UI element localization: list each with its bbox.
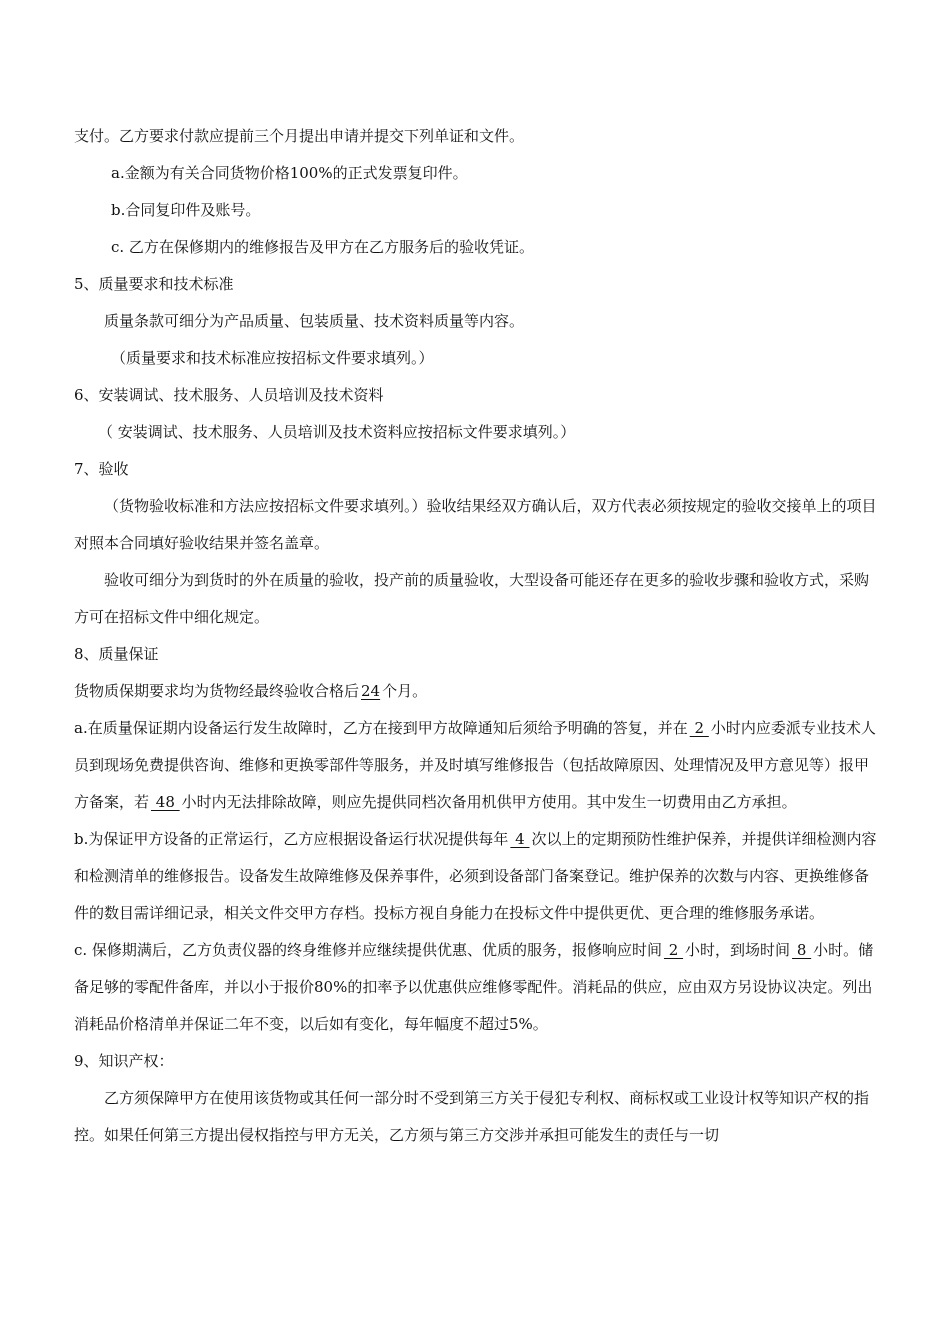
clause-a-text-2: 小时内应委派专业技术人员到现场免费提供咨询、维修和更换零部件等服务，并及时填写维修报告（包括故障原因、处理情况及甲方意见等）报甲方备案，若 — [74, 719, 876, 811]
maintenance-count: 4 — [510, 830, 530, 848]
install-note: （ 安装调试、技术服务、人员培训及技术资料应按招标文件要求填列。） — [98, 423, 576, 441]
section-5-heading: 5、质量要求和技术标准 — [74, 275, 234, 293]
repair-hours: 48 — [151, 793, 180, 811]
section-8-heading: 8、质量保证 — [74, 645, 159, 663]
warranty-clause-c — [74, 932, 882, 1043]
payment-item-c: c. 乙方在保修期内的维修报告及甲方在乙方服务后的验收凭证。 — [111, 238, 534, 256]
clause-b-text-1: b.为保证甲方设备的正常运行，乙方应根据设备运行状况提供每年 — [74, 830, 509, 848]
section-6-heading: 6、安装调试、技术服务、人员培训及技术资料 — [74, 386, 384, 404]
clause-a-text-1: a.在质量保证期内设备运行发生故障时，乙方在接到甲方故障通知后须给予明确的答复，并在 — [74, 719, 688, 737]
document-page — [74, 118, 882, 1154]
response-hours: 2 — [689, 719, 709, 737]
warranty-months: 24 — [361, 682, 381, 700]
warranty-unit: 个月。 — [382, 682, 428, 700]
section-9-heading: 9、知识产权： — [74, 1052, 174, 1070]
clause-a-text-3: 小时内无法排除故障，则应先提供同档次备用机供甲方使用。其中发生一切费用由乙方承担。 — [181, 793, 797, 811]
acceptance-paragraph-1: （货物验收标准和方法应按招标文件要求填列。）验收结果经双方确认后，双方代表必须按规定的验收交接单上的项目对照本合同填好验收结果并签名盖章。 — [74, 497, 877, 552]
clause-c-text-2: 小时，到场时间 — [685, 941, 791, 959]
warranty-text: 货物质保期要求均为货物经最终验收合格后 — [74, 682, 360, 700]
post-warranty-response-hours: 2 — [663, 941, 684, 959]
ip-paragraph: 乙方须保障甲方在使用该货物或其任何一部分时不受到第三方关于侵犯专利权、商标权或工业设计权等知识产权的指控。如果任何第三方提出侵权指控与甲方无关，乙方须与第三方交涉并承担可能发生的责任与一切 — [74, 1089, 870, 1144]
clause-b-text-2: 次以上的定期预防性维护保养，并提供详细检测内容和检测清单的维修报告。设备发生故障维修及保养事件，必须到设备部门备案登记。维护保养的次数与内容、更换维修备件的数目需详细记录，相关文件交甲方存档。投标方视自身能力在投标文件中提供更优、更合理的维修服务承诺。 — [74, 830, 877, 922]
payment-item-a: a.金额为有关合同货物价格100%的正式发票复印件。 — [111, 164, 468, 182]
payment-intro: 支付。乙方要求付款应提前三个月提出申请并提交下列单证和文件。 — [74, 127, 525, 145]
post-warranty-arrival-hours: 8 — [792, 941, 812, 959]
warranty-clause-a — [74, 710, 882, 821]
clause-c-text-1: c. 保修期满后，乙方负责仪器的终身维修并应继续提供优惠、优质的服务，报修响应时间 — [74, 941, 662, 959]
clause-c-text-3: 小时。储备足够的零配件备库，并以小于报价80%的扣率予以优惠供应维修零配件。消耗品的供应，应由双方另设协议决定。列出消耗品价格清单并保证二年不变，以后如有变化，每年幅度不超过5%。 — [74, 941, 874, 1033]
section-7-heading: 7、验收 — [74, 460, 129, 478]
quality-terms: 质量条款可细分为产品质量、包装质量、技术资料质量等内容。 — [104, 312, 525, 330]
payment-item-b: b.合同复印件及账号。 — [111, 201, 261, 219]
warranty-period — [74, 673, 882, 710]
quality-note: （质量要求和技术标准应按招标文件要求填列。） — [111, 349, 434, 367]
acceptance-paragraph-2: 验收可细分为到货时的外在质量的验收，投产前的质量验收，大型设备可能还存在更多的验收步骤和验收方式，采购方可在招标文件中细化规定。 — [74, 571, 870, 626]
warranty-clause-b — [74, 821, 882, 932]
